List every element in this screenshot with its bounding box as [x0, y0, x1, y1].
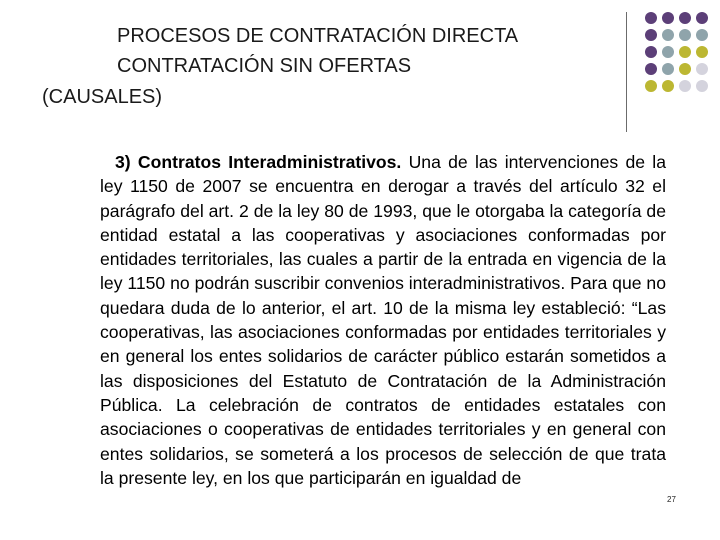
decorative-dot [679, 29, 691, 41]
decorative-dot [696, 29, 708, 41]
decorative-dot [662, 46, 674, 58]
slide-title [0, 0, 620, 140]
decorative-dot [696, 12, 708, 24]
paragraph-content [100, 150, 666, 490]
decorative-dot [696, 80, 708, 92]
title-line-2: CONTRATACIÓN SIN OFERTAS [117, 55, 412, 77]
page-number: 27 [667, 495, 676, 504]
title-line-3: (CAUSALES) [42, 86, 163, 108]
decorative-dot [696, 46, 708, 58]
title-line-1: PROCESOS DE CONTRATACIÓN DIRECTA [117, 25, 519, 47]
decorative-dot [696, 63, 708, 75]
vertical-divider [626, 12, 627, 132]
decorative-dot [645, 12, 657, 24]
decorative-dot [645, 80, 657, 92]
decorative-dot [662, 29, 674, 41]
decorative-dot [645, 29, 657, 41]
decorative-dot [662, 80, 674, 92]
decorative-dot [645, 63, 657, 75]
paragraph-text: Una de las intervenciones de la ley 1150 de 2007 se encuentra en derogar a través del artículo 32 el parágrafo del art. 2 de la ley 80 de 1993, que le otorgaba la categoría de entidad estatal a las cooperativas y asociaciones conformadas por entidades territoriales, las cuales a partir de la entrada en vigencia de la ley 1150 no podrán suscribir convenios interadministrativos. Para que no quedara duda de lo anterior, el art. 10 de la misma ley estableció: “Las cooperativas, las asociaciones conformadas por entidades territoriales y en general los entes solidarios de carácter público estarán sometidos a las disposiciones del Estatuto de Contratación de la Administración Pública. La celebración de contratos de entidades estatales con asociaciones o cooperativas de entidades territoriales y en general con entes solidarios, se someterá a los procesos de selección de que trata la presente ley, en los que participarán en igualdad de [100, 152, 666, 488]
paragraph-heading: 3) Contratos Interadministrativos. [115, 152, 402, 172]
body-paragraph [100, 150, 666, 490]
decorative-dot [679, 12, 691, 24]
decorative-dot [645, 46, 657, 58]
decorative-dot [679, 80, 691, 92]
decorative-dot [679, 46, 691, 58]
decorative-dot [679, 63, 691, 75]
decorative-dot [662, 12, 674, 24]
decorative-dot [662, 63, 674, 75]
